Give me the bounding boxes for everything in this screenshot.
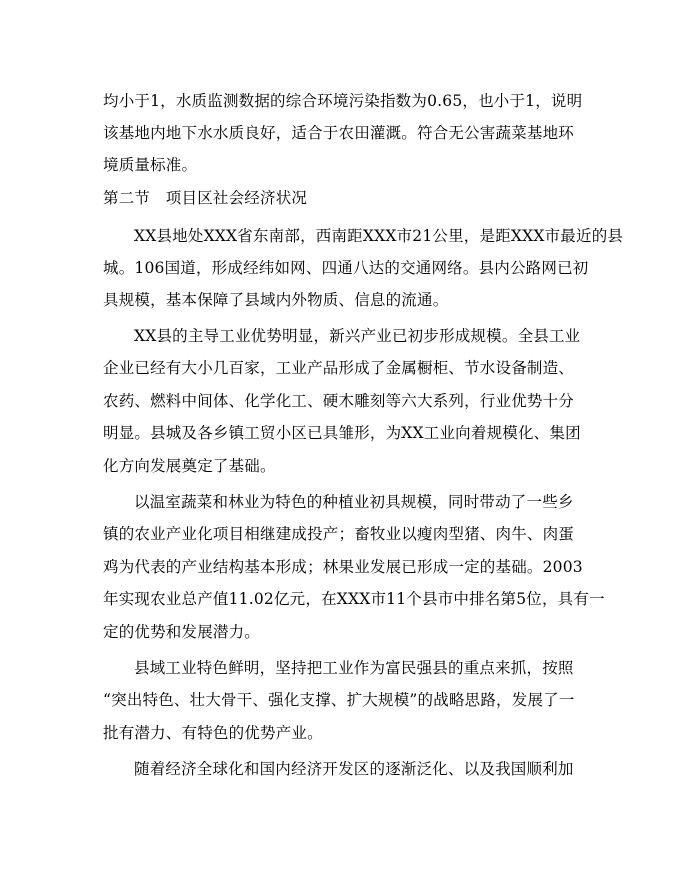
text-line: 企业已经有大小几百家，工业产品形成了金属橱柜、节水设备制造、 xyxy=(103,359,575,377)
text-line: XX县的主导工业优势明显，新兴产业已初步形成规模。全县工业 xyxy=(134,327,581,345)
text-line: 定的优势和发展潜力。 xyxy=(103,623,261,641)
text-line: 该基地内地下水水质良好，适合于农田灌溉。符合无公害蔬菜基地环 xyxy=(103,124,575,142)
text-line: “突出特色、壮大骨干、强化支撑、扩大规模”的战略思路，发展了一 xyxy=(103,691,575,709)
section-heading: 第二节 项目区社会经济状况 xyxy=(103,189,308,207)
text-line: 年实现农业总产值11.02亿元，在XXX市11个县市中排名第5位，具有一 xyxy=(103,590,605,608)
text-line: 明显。县城及各乡镇工贸小区已具雏形，为XX工业向着规模化、集团 xyxy=(103,424,581,442)
text-line: 随着经济全球化和国内经济开发区的逐渐泛化、以及我国顺利加 xyxy=(134,760,574,778)
text-line: 以温室蔬菜和林业为特色的种植业初具规模，同时带动了一些乡 xyxy=(134,493,574,511)
text-line: 化方向发展奠定了基础。 xyxy=(103,457,276,475)
text-line: 境质量标准。 xyxy=(103,156,198,174)
text-line: 批有潜力、有特色的优势产业。 xyxy=(103,724,323,742)
text-line: 鸡为代表的产业结构基本形成；林果业发展已形成一定的基础。2003 xyxy=(103,558,583,576)
text-line: 镇的农业产业化项目相继建成投产；畜牧业以瘦肉型猪、肉牛、肉蛋 xyxy=(103,525,575,543)
text-line: 县域工业特色鲜明，坚持把工业作为富民强县的重点来抓，按照 xyxy=(134,659,574,677)
text-line: 均小于1，水质监测数据的综合环境污染指数为0.65，也小于1，说明 xyxy=(103,92,583,110)
text-line: 具规模，基本保障了县域内外物质、信息的流通。 xyxy=(103,291,449,309)
text-line: XX县地处XXX省东南部，西南距XXX市21公里，是距XXX市最近的县 xyxy=(134,227,624,245)
text-line: 农药、燃料中间体、化学化工、硬木雕刻等六大系列，行业优势十分 xyxy=(103,392,575,410)
text-line: 城。106国道，形成经纬如网、四通八达的交通网络。县内公路网已初 xyxy=(103,259,589,277)
